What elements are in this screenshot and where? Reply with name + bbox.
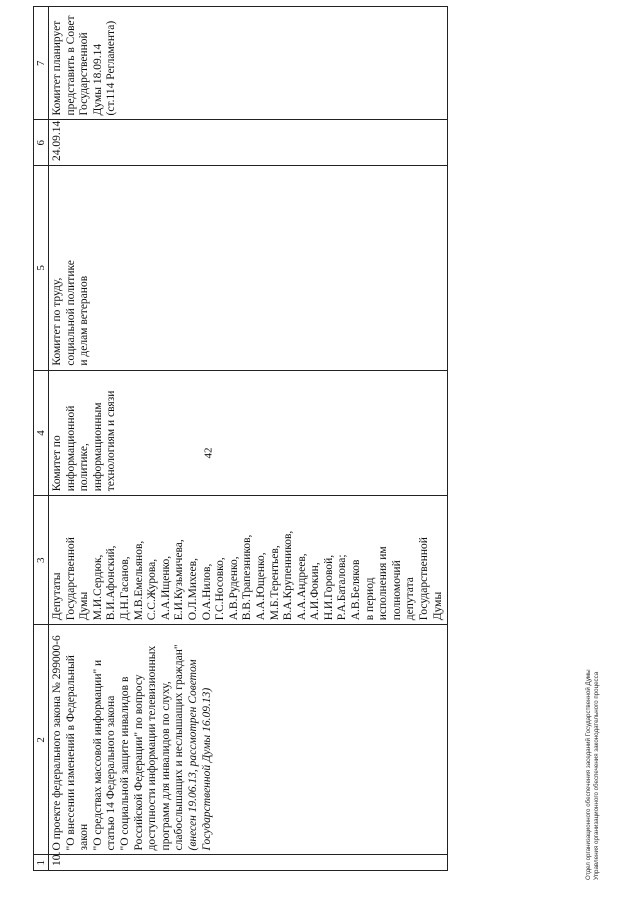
responsible-committee-cell: Комитет по информационной политике, информационным технологиям и связи (49, 370, 448, 496)
col-header-5: 5 (34, 166, 49, 371)
agenda-sheet (33, 6, 640, 871)
bill-title-line: программ для инвалидов по слуху, (159, 681, 172, 851)
footer-line: Отдел организационного обеспечения заседаний Государственной Думы (585, 669, 592, 880)
col-header-1: 1 (34, 855, 49, 871)
bill-note-line: Государственной Думы 16.09.13) (200, 687, 213, 851)
bill-title-cell (49, 625, 448, 855)
bill-title-line: "О социальной защите инвалидов в (118, 676, 131, 851)
bill-title-line: "О внесении изменений в Федеральный закон (64, 655, 91, 851)
col-header-2: 2 (34, 625, 49, 855)
bill-title-line: Российской Федерации" по вопросу (132, 674, 145, 851)
col-header-4: 4 (34, 370, 49, 496)
footer-line: Управления организационного обеспечения законодательного процесса (593, 671, 600, 880)
co-committee-cell: Комитет по труду, социальной политике и делам ветеранов (49, 166, 448, 371)
header-row (34, 7, 49, 871)
col-header-6: 6 (34, 120, 49, 166)
footer-department (585, 640, 601, 880)
plan-cell: Комитет планирует представить в Совет Государственной Думы 18.09.14 (ст.114 Регламента) (49, 7, 448, 120)
bill-title-line: О проекте федерального закона № 299000-6 (51, 635, 63, 851)
row-number: 10. (49, 855, 448, 871)
date-cell: 24.09.14 (49, 120, 448, 166)
col-header-3: 3 (34, 496, 49, 625)
bill-title-line: "О средствах массовой информации" и (91, 659, 104, 851)
bill-title-line: статью 14 Федерального закона (105, 695, 118, 851)
authors-cell: Депутаты Государственной Думы М.И.Сердюк, В.И.Афонский, Д.Н.Гасанов, М.В.Емельянов, С.С.Журова, А.А.Ищенко, Е.И.Кузьмичева, О.Л.Михеев, О.А.Нилов, Г.С.Носовко, А.В.Руденко, В.В.Трапезников, А.А.Ющенко, М.Б.Терентьев, В.А.Крупенников, А.А.Андреев, А.И.Фокин, Н.И.Горовой, Р.А.Баталова; А.В.Беляков в период исполнения им полномочий депутата Государственной Думы (49, 496, 448, 625)
page-number: 42 (202, 447, 215, 459)
table-row (49, 7, 448, 871)
col-header-7: 7 (34, 7, 49, 120)
bill-title-line: доступности информации телевизионных (146, 645, 159, 851)
bill-table (33, 6, 448, 871)
bill-note-line: (внесен 19.06.13, рассмотрен Советом (186, 659, 199, 851)
bill-title-line: слабослышащих и неслышащих граждан" (173, 644, 186, 851)
